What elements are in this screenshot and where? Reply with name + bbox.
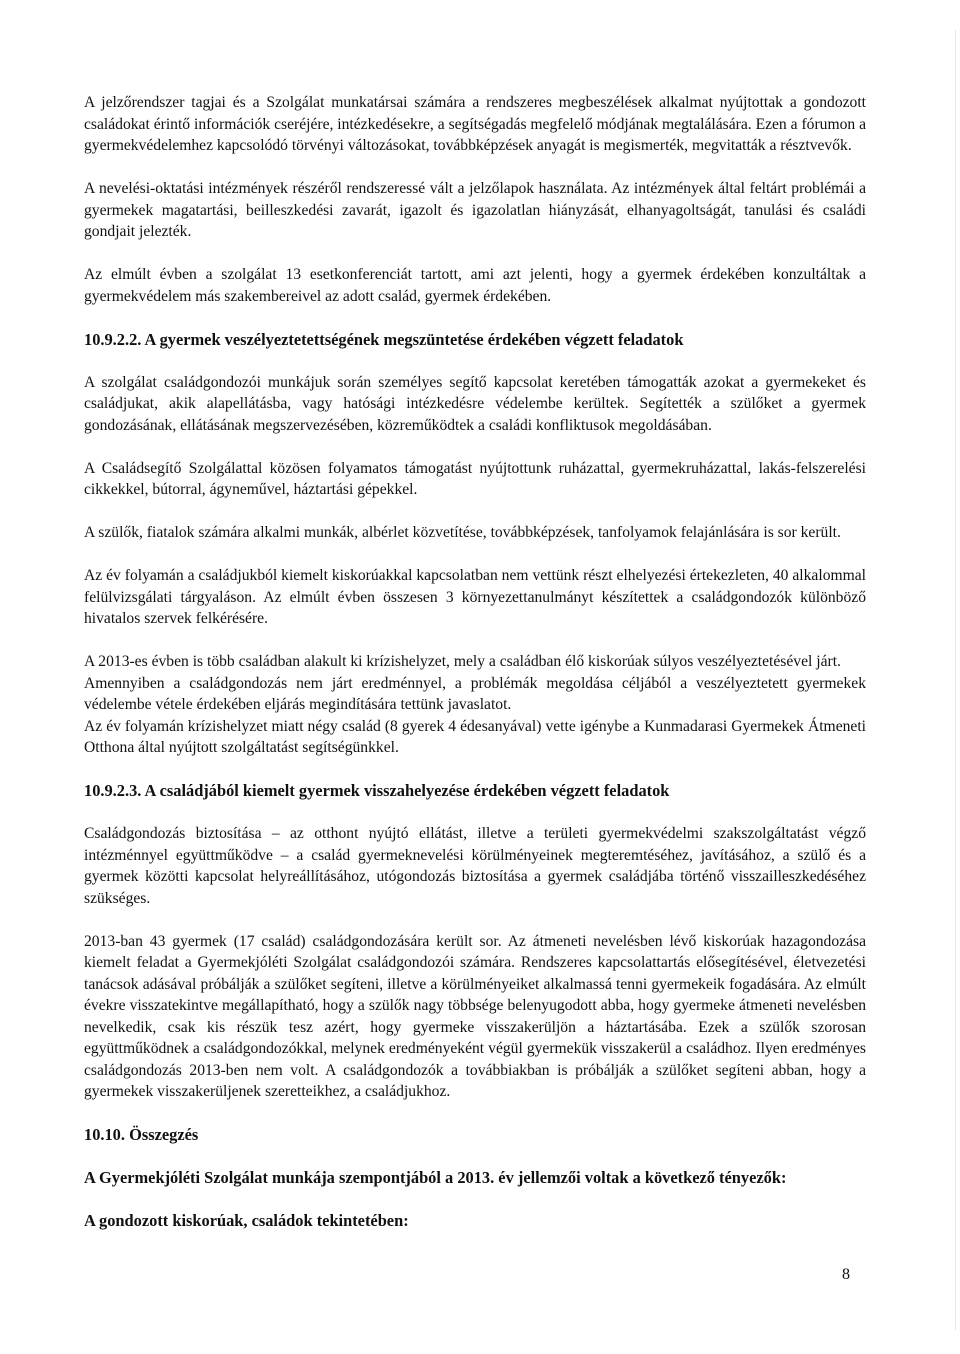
- paragraph-alkalmi-munkak: A szülők, fiatalok számára alkalmi munkák, albérlet közvetítése, továbbképzések, tanfolyamok felajánlására is sor került.: [84, 524, 841, 541]
- paragraph-jelzorendszer: A jelzőrendszer tagjai és a Szolgálat munkatársai számára a rendszeres megbeszélések alkalmat nyújtottak a gondozott családokat érintő információk cseréjére, intézkedésekre, a segítségadás megfelelő módjának megtalálására. Ezen a fórumon a gyermekvédelemhez kapcsolódó törvényi változásokat, továbbképzések anyagát is megismerték, megvitatták a résztvevők.: [84, 94, 866, 154]
- paragraph-csaladgondozas-biztositasa: Családgondozás biztosítása – az otthont nyújtó ellátást, illetve a területi gyermekvédelmi szakszolgáltatást végző intézménnyel együttműködve – a család gyermeknevelési körülményeinek megteremtéséhez, javításához, a szülő és a gyermek közötti kapcsolat helyreállításához, utógondozás biztosítása a gyermek családjába történő visszailleszkedéséhez szükséges.: [84, 825, 866, 907]
- paragraph-ev-folyaman: Az év folyamán a családjukból kiemelt kiskorúakkal kapcsolatban nem vettünk részt elhelyezési értekezleten, 40 alkalommal felülvizsgálati tárgyaláson. Az elmúlt évben összesen 3 környezettanulmányt készítettek a családgondozók különböző hivatalos szervek felkérésére.: [84, 567, 866, 627]
- paragraph-atmeneti-otthon: Az év folyamán krízishelyzet miatt négy család (8 gyerek 4 édesanyával) vette igénybe a Kunmadarasi Gyermekek Átmeneti Otthona által nyújtott szolgáltatást segítségünkkel.: [84, 717, 866, 756]
- summary-lead: A Gyermekjóléti Szolgálat munkája szempontjából a 2013. év jellemzői voltak a következő tényezők:: [84, 1168, 787, 1187]
- paragraph-csaladsegito: A Családsegítő Szolgálattal közösen folyamatos támogatást nyújtottunk ruházattal, gyermekruházattal, lakás-felszerelési cikkekkel, bútorral, ágyneművel, háztartási gépekkel.: [84, 459, 866, 498]
- summary-subheading: A gondozott kiskorúak, családok tekintetében:: [84, 1211, 409, 1230]
- scan-edge-line: [955, 30, 956, 1330]
- section-heading-10-9-2-2: 10.9.2.2. A gyermek veszélyeztetettségének megszüntetése érdekében végzett feladatok: [84, 329, 684, 349]
- section-heading-10-9-2-3: 10.9.2.3. A családjából kiemelt gyermek visszahelyezése érdekében végzett feladatok: [84, 781, 670, 800]
- paragraph-szemelyes-segito: A szolgálat családgondozói munkájuk során személyes segítő kapcsolat keretében támogatták azokat a gyermekeket és családjukat, akik alapellátásba, vagy hatósági intézkedésre védelembe kerültek. Segítették a szülőket a gyermek gondozásának, ellátásának megszervezésében, közreműködtek a családi konfliktusok megoldásában.: [84, 373, 866, 434]
- paragraph-2013-43-gyermek: 2013-ban 43 gyermek (17 család) családgondozására került sor. Az átmeneti nevelésben lévő kiskorúak hazagondozása kiemelt feladat a Gyermekjóléti Szolgálat családgondozói számára. Rendszeres kapcsolattartás elősegítésével, életvezetési tanácsok adásával próbálják a szülőket segíteni, illetve a körülményeiket alkalmassá tenni gyermekeik fogadására. Az elmúlt évekre visszatekintve megállapítható, hogy a szülők nagy többsége belenyugodott abba, hogy gyermeke átmeneti nevelésben nevelkedik, csak kis részük tesz azért, hogy gyermeke visszakerüljön a háztartásába. Ezek a szülők szorosan együttműködnek a családgondozókkal, melynek eredményeként végül gyermekük visszakerül a családhoz. Ilyen eredményes családgondozás 2013-ben nem volt. A családgondozók a továbbiakban is próbálják a szülőket segíteni abban, hogy a gyermekek visszakerüljenek szeretteikhez, a családjukhoz.: [84, 932, 866, 1100]
- paragraph-esetkonferencia: Az elmúlt évben a szolgálat 13 esetkonferenciát tartott, ami azt jelenti, hogy a gyermek érdekében konzultáltak a gyermekvédelem más szakembereivel az adott család, gyermek érdekében.: [84, 266, 866, 305]
- paragraph-krizishelyzet: A 2013-es évben is több családban alakult ki krízishelyzet, mely a családban élő kiskorúak súlyos veszélyeztetésével járt.: [84, 653, 841, 670]
- paragraph-vedelembe-vetel: Amennyiben a családgondozás nem járt eredménnyel, a problémák megoldása céljából a veszélyeztetett gyermekek védelembe vétele érdekében eljárás megindítására tettünk javaslatot.: [84, 674, 866, 713]
- page-number: 8: [842, 1266, 850, 1283]
- section-heading-10-10: 10.10. Összegzés: [84, 1125, 199, 1144]
- text-column: [84, 92, 866, 1253]
- paragraph-nevelesi-oktatasi: A nevelési-oktatási intézmények részéről rendszeressé vált a jelzőlapok használata. Az intézmények által feltárt problémái a gyermekek magatartási, beilleszkedési zavarát, igazolt és igazolatlan hiányzását, elhanyagoltságát, tanulási és családi gondjait jelezték.: [84, 180, 866, 240]
